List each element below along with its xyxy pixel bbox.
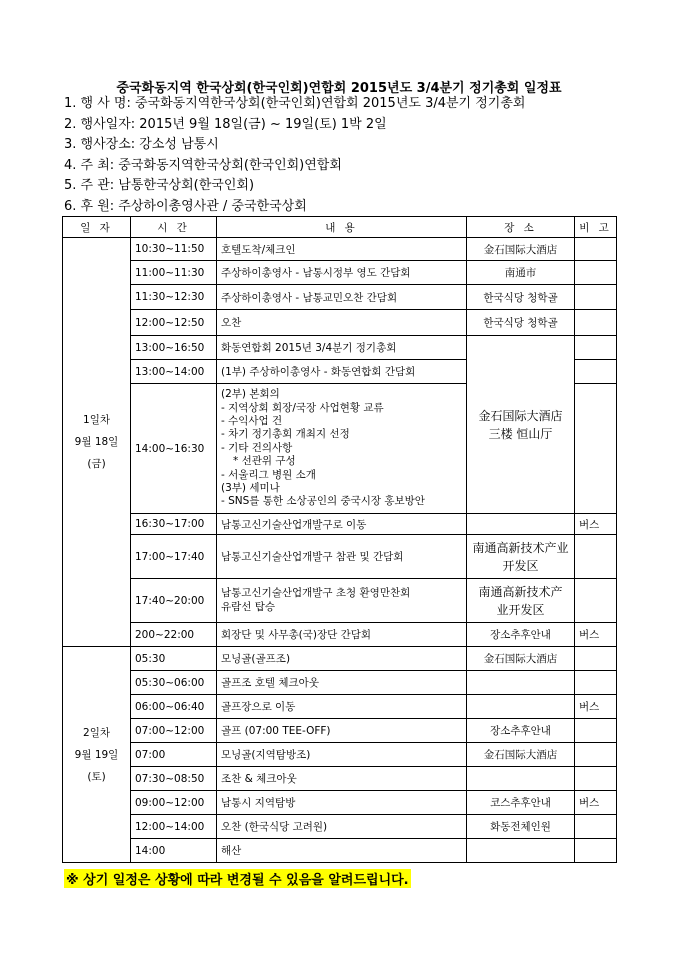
row-content: 오찬 <box>217 310 467 336</box>
day-weekday: (금) <box>87 458 106 470</box>
schedule-table <box>62 216 617 863</box>
row-note <box>575 360 617 384</box>
row-place: 金石国际大酒店 <box>467 238 575 261</box>
row-time: 07:30~08:50 <box>131 767 217 791</box>
row-time: 09:00~12:00 <box>131 791 217 815</box>
place-line: 南通高新技术产业 <box>472 540 569 555</box>
row-time: 200~22:00 <box>131 623 217 647</box>
row-note <box>575 767 617 791</box>
row-content: 화동연합회 2015년 3/4분기 정기총회 <box>217 336 467 360</box>
row-content: 남통시 지역탐방 <box>217 791 467 815</box>
row-content: 골프장으로 이동 <box>217 695 467 719</box>
merged-place-hall: 三楼 恒山厅 <box>488 426 553 441</box>
content-line: 남통고신기술산업개발구 초청 환영만찬회 <box>221 587 411 600</box>
row-content: 호텔도착/체크인 <box>217 238 467 261</box>
row-place <box>467 535 575 579</box>
row-place: 장소추후안내 <box>467 719 575 743</box>
row-place: 한국식당 청학골 <box>467 285 575 310</box>
document-title: 중국화동지역 한국상회(한국인회)연합회 2015년도 3/4분기 정기총회 일정표 <box>116 81 562 96</box>
assembly-agenda <box>217 384 467 514</box>
row-time: 11:30~12:30 <box>131 285 217 310</box>
row-place <box>467 514 575 535</box>
change-notice: ※ 상기 일정은 상황에 따라 변경될 수 있음을 알려드립니다. <box>64 869 411 888</box>
day-number: 1일차 <box>83 414 110 426</box>
agenda-line: * 선관위 구성 <box>233 455 296 468</box>
row-time: 10:30~11:50 <box>131 238 217 261</box>
row-place <box>467 695 575 719</box>
row-content <box>217 579 467 623</box>
day-date: 9월 19일 <box>74 748 119 761</box>
row-content: 주상하이총영사 - 남통교민오찬 간담회 <box>217 285 467 310</box>
table-row <box>63 238 617 261</box>
row-time: 17:00~17:40 <box>131 535 217 579</box>
row-place: 화동전체인원 <box>467 815 575 839</box>
table-row <box>63 579 617 623</box>
row-note: 버스 <box>575 623 617 647</box>
info-event-date: 2. 행사일자: 2015년 9월 18일(금) ~ 19일(토) 1박 2일 <box>64 116 387 132</box>
row-note <box>575 647 617 671</box>
row-time: 07:00 <box>131 743 217 767</box>
row-note <box>575 261 617 285</box>
row-note <box>575 336 617 360</box>
table-row <box>63 671 617 695</box>
info-organizer: 5. 주 관: 남통한국상회(한국인회) <box>64 178 255 194</box>
row-place-merged <box>467 336 575 514</box>
table-row <box>63 336 617 360</box>
row-content: 골프조 호텔 체크아웃 <box>217 671 467 695</box>
row-note: 버스 <box>575 695 617 719</box>
table-row <box>63 535 617 579</box>
table-row <box>63 767 617 791</box>
table-row <box>63 815 617 839</box>
row-time: 17:40~20:00 <box>131 579 217 623</box>
info-event-name: 1. 행 사 명: 중국화동지역한국상회(한국인회)연합회 2015년도 3/4분기 정기총회 <box>64 96 526 111</box>
table-row <box>63 719 617 743</box>
row-note: 버스 <box>575 791 617 815</box>
agenda-line: (3부) 세미나 <box>221 482 280 495</box>
table-row <box>63 514 617 535</box>
agenda-line: (2부) 본회의 <box>221 388 280 401</box>
day-number: 2일차 <box>83 726 110 739</box>
row-content: 오찬 (한국식당 고려원) <box>217 815 467 839</box>
table-row <box>63 839 617 863</box>
row-note: 버스 <box>575 514 617 535</box>
row-place: 金石国际大酒店 <box>467 743 575 767</box>
row-place: 코스추후안내 <box>467 791 575 815</box>
day1-label <box>63 238 131 647</box>
header-note: 비 고 <box>575 217 617 238</box>
merged-place-hotel: 金石国际大酒店 <box>478 408 563 423</box>
info-sponsor: 6. 후 원: 주상하이총영사관 / 중국한국상회 <box>64 198 307 214</box>
place-line: 南通高新技术产 <box>478 584 563 599</box>
header-date: 일 자 <box>63 217 131 238</box>
header-time: 시 간 <box>131 217 217 238</box>
day2-label <box>63 647 131 863</box>
table-header-row <box>63 217 617 238</box>
row-time: 16:30~17:00 <box>131 514 217 535</box>
row-place: 南通市 <box>467 261 575 285</box>
row-time: 14:00~16:30 <box>131 384 217 514</box>
row-time: 05:30 <box>131 647 217 671</box>
place-line: 开发区 <box>502 558 539 573</box>
agenda-line: - 차기 정기총회 개최지 선정 <box>221 428 350 441</box>
table-row <box>63 623 617 647</box>
row-time: 13:00~14:00 <box>131 360 217 384</box>
row-time: 11:00~11:30 <box>131 261 217 285</box>
agenda-line: - 지역상회 회장/국장 사업현황 교류 <box>221 401 384 414</box>
header-content: 내 용 <box>217 217 467 238</box>
event-info <box>64 94 654 218</box>
row-time: 13:00~16:50 <box>131 336 217 360</box>
row-note <box>575 671 617 695</box>
row-content: 해산 <box>217 839 467 863</box>
header-place: 장 소 <box>467 217 575 238</box>
row-time: 05:30~06:00 <box>131 671 217 695</box>
row-note <box>575 815 617 839</box>
row-place: 한국식당 청학골 <box>467 310 575 336</box>
row-note <box>575 238 617 261</box>
row-note <box>575 743 617 767</box>
row-content: 회장단 및 사무총(국)장단 간담회 <box>217 623 467 647</box>
row-time: 12:00~12:50 <box>131 310 217 336</box>
row-content: 모닝골(지역탐방조) <box>217 743 467 767</box>
agenda-line: - 수익사업 건 <box>221 414 283 427</box>
row-time: 06:00~06:40 <box>131 695 217 719</box>
row-place: 金石国际大酒店 <box>467 647 575 671</box>
row-content: (1부) 주상하이총영사 - 화동연합회 간담회 <box>217 360 467 384</box>
row-place <box>467 767 575 791</box>
row-note <box>575 719 617 743</box>
table-row <box>63 791 617 815</box>
row-place <box>467 671 575 695</box>
row-note <box>575 384 617 514</box>
table-row <box>63 261 617 285</box>
row-time: 14:00 <box>131 839 217 863</box>
row-note <box>575 310 617 336</box>
info-event-venue: 3. 행사장소: 강소성 남통시 <box>64 137 219 153</box>
row-time: 12:00~14:00 <box>131 815 217 839</box>
row-place <box>467 579 575 623</box>
row-place <box>467 839 575 863</box>
row-note <box>575 579 617 623</box>
row-content: 남통고신기술산업개발구로 이동 <box>217 514 467 535</box>
table-row <box>63 743 617 767</box>
row-note <box>575 285 617 310</box>
content-line: 유람선 탑승 <box>221 600 276 613</box>
row-content: 모닝골(골프조) <box>217 647 467 671</box>
agenda-line: - 기타 건의사항 <box>221 441 293 454</box>
day-weekday: (토) <box>87 770 106 783</box>
agenda-line: - SNS를 통한 소상공인의 중국시장 홍보방안 <box>221 495 425 508</box>
row-content: 골프 (07:00 TEE-OFF) <box>217 719 467 743</box>
row-place: 장소추후안내 <box>467 623 575 647</box>
row-content: 주상하이총영사 - 남통시정부 영도 간담회 <box>217 261 467 285</box>
day-date: 9월 18일 <box>74 436 119 448</box>
row-note <box>575 535 617 579</box>
row-time: 07:00~12:00 <box>131 719 217 743</box>
row-content: 조찬 & 체크아웃 <box>217 767 467 791</box>
info-host: 4. 주 최: 중국화동지역한국상회(한국인회)연합회 <box>64 157 342 173</box>
table-row <box>63 285 617 310</box>
row-content: 남통고신기술산업개발구 참관 및 간담회 <box>217 535 467 579</box>
row-note <box>575 839 617 863</box>
table-row <box>63 310 617 336</box>
agenda-line: - 서울리그 병원 소개 <box>221 468 316 481</box>
table-row <box>63 647 617 671</box>
table-row <box>63 695 617 719</box>
place-line: 业开发区 <box>496 602 545 617</box>
